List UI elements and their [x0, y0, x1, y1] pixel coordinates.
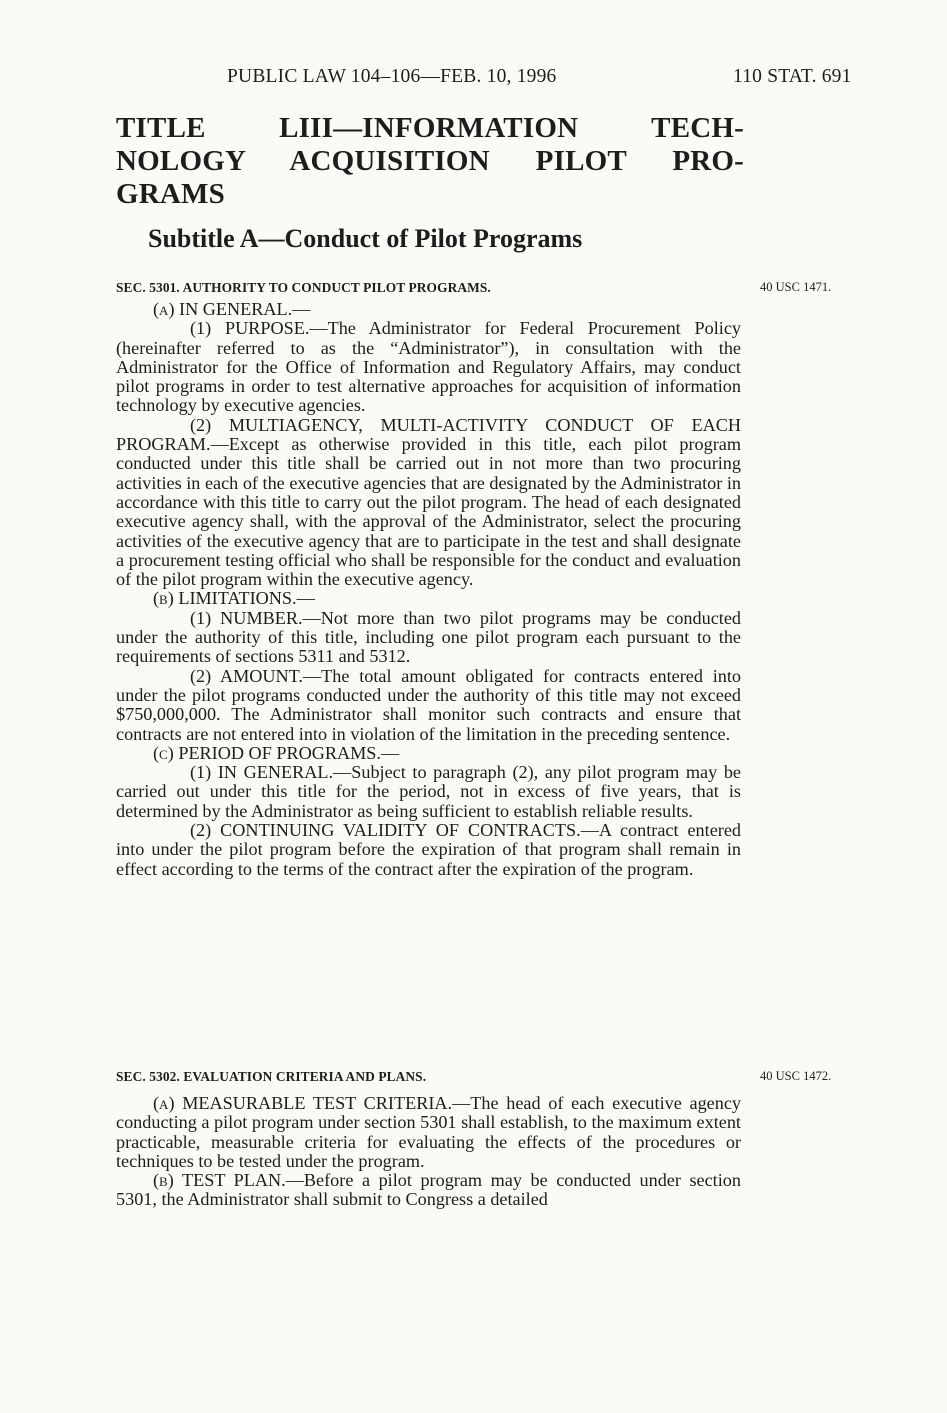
paragraph-b1: [116, 609, 741, 667]
title-line-3: GRAMS: [116, 178, 225, 210]
paragraph-a1: [116, 319, 741, 415]
subsection-5302-b-text: Before a pilot program may be conducted under section 5301, the Administrator shall submit to Congress a detailed: [116, 1170, 741, 1210]
title-heading: [116, 112, 744, 211]
section-5301-body: [116, 300, 741, 879]
section-5302-heading: SEC. 5302. EVALUATION CRITERIA AND PLANS.: [116, 1069, 427, 1084]
paragraph-a1-label: (1) PURPOSE.—: [190, 318, 328, 339]
paragraph-b2-text: The total amount obligated for contracts entered into under the pilot programs conducted under the authority of this title may not exceed $750,000,000. The Administrator shall monitor such contracts and ensure that contracts are not entered into in violation of the limitation in the preceding sentence.: [116, 665, 741, 744]
subsection-5302-a: [116, 1094, 741, 1171]
paragraph-c1-text: Subject to paragraph (2), any pilot program may be carried out under this title for the period, not in excess of five years, that is determined by the Administrator as being sufficient to establish reliable results.: [116, 762, 741, 821]
paragraph-a2-label: (2) MULTIAGENCY, MULTI-ACTIVITY CONDUCT OF EACH PROGRAM.—: [116, 414, 741, 455]
paragraph-a2-text: Except as otherwise provided in this title, each pilot program conducted under this title shall be carried out in not more than two procuring activities in each of the executive agencies that are designated by the Administrator in accordance with this title to carry out the pilot program. The head of each designated executive agency shall, with the approval of the Administrator, select the procuring activities of the executive agency that are to participate in the test and shall designate a procurement testing official who shall be responsible for the conduct and evaluation of the pilot program within the executive agency.: [116, 434, 741, 590]
paragraph-a1-text: The Administrator for Federal Procurement Policy (hereinafter referred to as the “Administrator”), in consultation with the Administrator for the Office of Information and Regulatory Affairs, may conduct pilot programs in order to test alternative approaches for acquisition of information technology by executive agencies.: [116, 318, 741, 416]
section-5302-body: [116, 1094, 741, 1210]
paragraph-c2-text: A contract entered into under the pilot program before the expiration of that program shall remain in effect according to the terms of the contract after the expiration of the program.: [116, 820, 741, 879]
subsection-5302-a-text: The head of each executive agency conducting a pilot program under section 5301 shall establish, to the maximum extent practicable, measurable criteria for evaluating the effects of the procedures or techniques to be tested under the program.: [116, 1093, 741, 1171]
subtitle-heading: Subtitle A—Conduct of Pilot Programs: [148, 224, 583, 253]
section-5301-margin-note: 40 USC 1471.: [760, 280, 832, 294]
subsection-a-heading: (a) IN GENERAL.—: [153, 299, 311, 319]
section-5302-margin-note: 40 USC 1472.: [760, 1069, 832, 1083]
subsection-c-heading: (c) PERIOD OF PROGRAMS.—: [153, 742, 400, 763]
running-header: [0, 66, 947, 92]
statute-page: 110 STAT. 691: [733, 66, 852, 87]
subsection-b-heading: (b) LIMITATIONS.—: [153, 588, 315, 609]
section-5301-heading: SEC. 5301. AUTHORITY TO CONDUCT PILOT PROGRAMS.: [116, 280, 491, 295]
paragraph-b1-text: Not more than two pilot programs may be conducted under the authority of this title, including one pilot program each pursuant to the requirements of sections 5311 and 5312.: [116, 607, 741, 667]
paragraph-c1-label: (1) IN GENERAL.—: [190, 762, 352, 783]
title-line-2: NOLOGY ACQUISITION PILOT PRO-: [116, 145, 744, 177]
running-head: PUBLIC LAW 104–106—FEB. 10, 1996: [227, 66, 557, 87]
paragraph-a2: [116, 416, 741, 590]
paragraph-c1: [116, 763, 741, 821]
paragraph-b2: [116, 667, 741, 744]
subsection-5302-b: [116, 1171, 741, 1210]
paragraph-c2-label: (2) CONTINUING VALIDITY OF CONTRACTS.—: [190, 820, 599, 841]
paragraph-b1-label: (1) NUMBER.—: [190, 607, 321, 628]
paragraph-b2-label: (2) AMOUNT.—: [190, 665, 322, 686]
subsection-5302-a-label: (a) MEASURABLE TEST CRITERIA.—: [153, 1093, 471, 1113]
paragraph-c2: [116, 821, 741, 879]
subsection-5302-b-label: (b) TEST PLAN.—: [153, 1170, 304, 1191]
title-line-1: TITLE LIII—INFORMATION TECH-: [116, 112, 744, 144]
